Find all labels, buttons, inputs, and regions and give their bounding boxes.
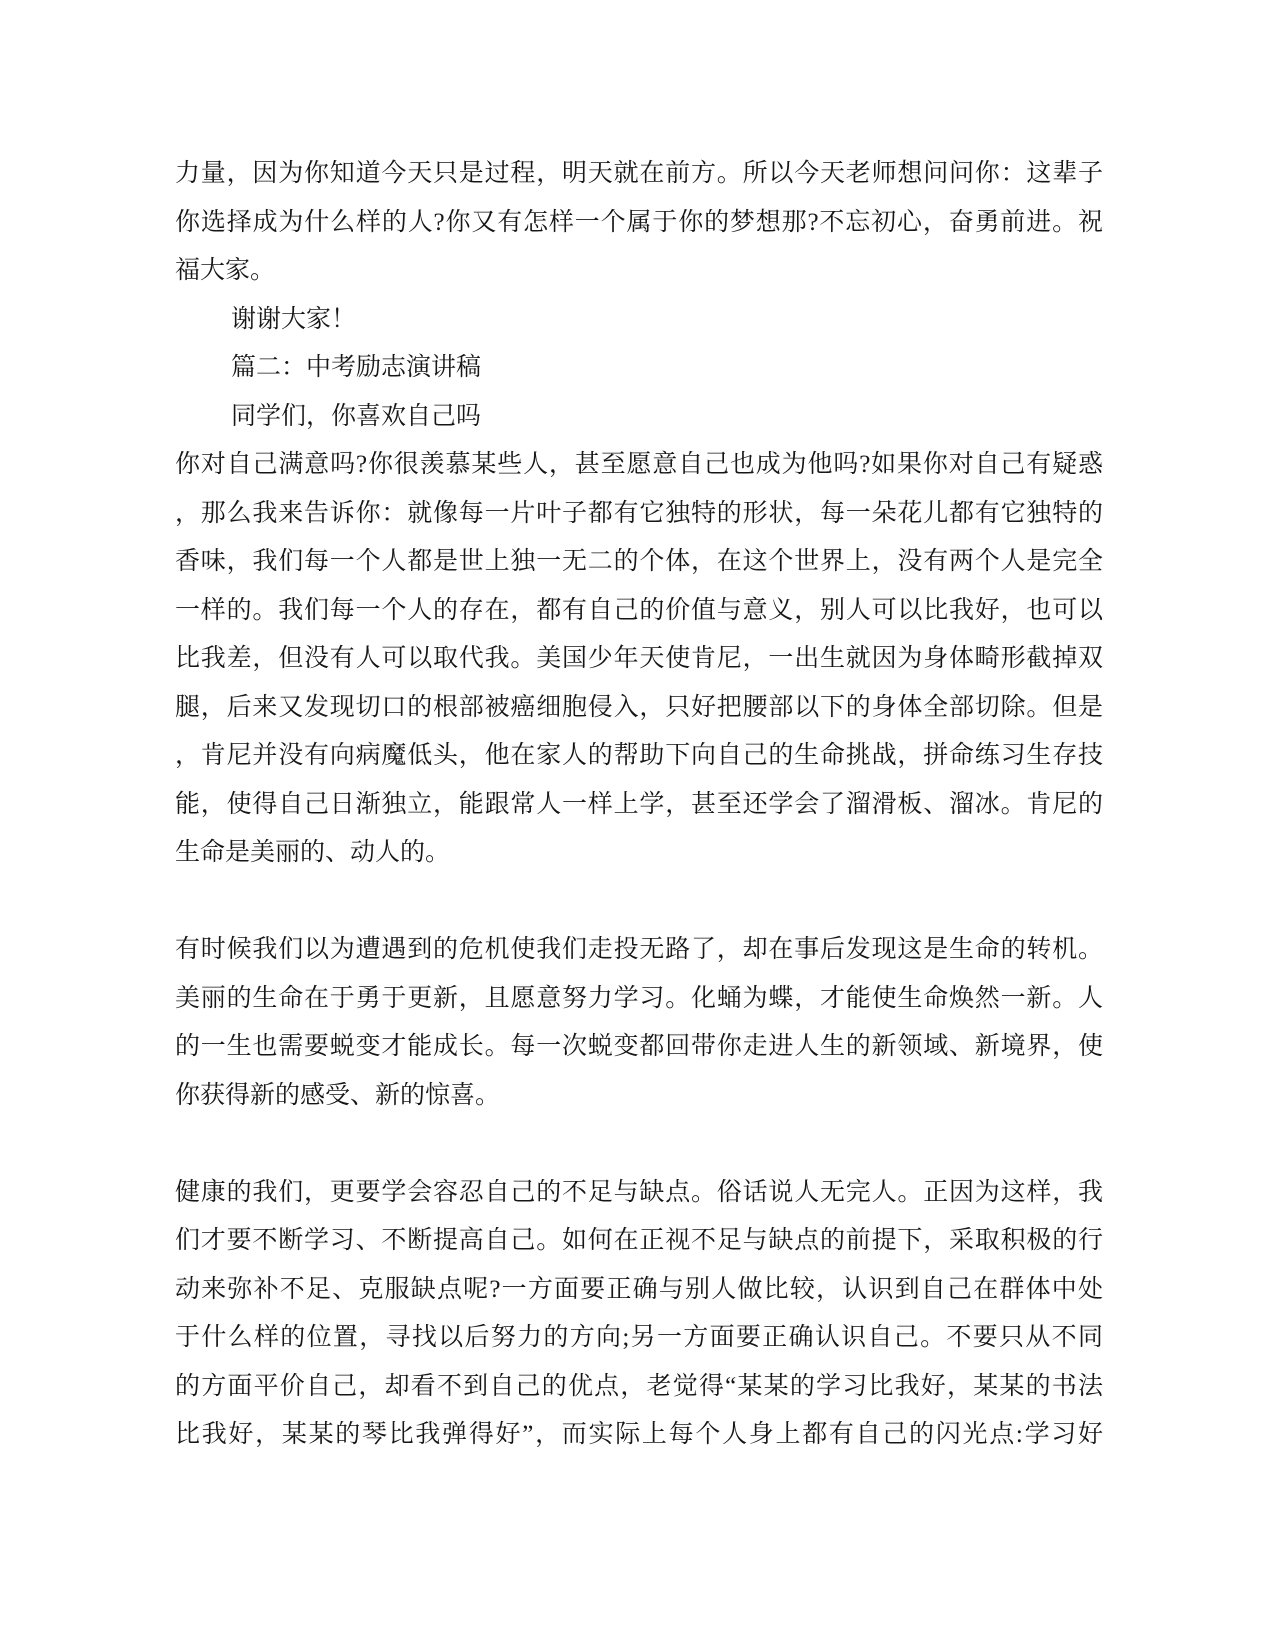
text-line: 福大家。 — [175, 257, 276, 284]
text-line: ，肯尼并没有向病魔低头，他在家人的帮助下向自己的生命挑战，拼命练习生存技 — [175, 742, 1103, 769]
text-line: 有时候我们以为遭遇到的危机使我们走投无路了，却在事后发现这是生命的转机。 — [175, 936, 1103, 963]
text-line: 生命是美丽的、动人的。 — [175, 839, 451, 866]
text-line: 同学们，你喜欢自己吗 — [231, 402, 482, 430]
text-line: 于什么样的位置，寻找以后努力的方向;另一方面要正确认识自己。不要只从不同 — [175, 1324, 1103, 1351]
text-line: 你对自己满意吗?你很羡慕某些人，甚至愿意自己也成为他吗?如果你对自己有疑惑 — [175, 451, 1103, 478]
text-line: 的方面平价自己，却看不到自己的优点，老觉得“某某的学习比我好，某某的书法 — [175, 1372, 1103, 1400]
text-line: 力量，因为你知道今天只是过程，明天就在前方。所以今天老师想问问你：这辈子 — [175, 160, 1103, 187]
text-line: 你获得新的感受、新的惊喜。 — [175, 1081, 501, 1109]
blank-line — [175, 1120, 1103, 1169]
text-line: 一样的。我们每一个人的存在，都有自己的价值与意义，别人可以比我好，也可以 — [175, 596, 1103, 624]
text-line: 健康的我们，更要学会容忍自己的不足与缺点。俗话说人无完人。正因为这样，我 — [175, 1178, 1103, 1206]
text-line: 谢谢大家！ — [231, 305, 357, 333]
text-line: 美丽的生命在于勇于更新，且愿意努力学习。化蛹为蝶，才能使生命焕然一新。人 — [175, 984, 1103, 1012]
text-line: 篇二：中考励志演讲稿 — [231, 354, 482, 381]
text-line: 能，使得自己日渐独立，能跟常人一样上学，甚至还学会了溜滑板、溜冰。肯尼的 — [175, 790, 1103, 818]
text-line: 的一生也需要蜕变才能成长。每一次蜕变都回带你走进人生的新领域、新境界，使 — [175, 1033, 1103, 1060]
text-line: 动来弥补不足、克服缺点呢?一方面要正确与别人做比较，认识到自己在群体中处 — [175, 1275, 1103, 1303]
document-body — [175, 150, 1103, 1460]
text-line: 你选择成为什么样的人?你又有怎样一个属于你的梦想那?不忘初心，奋勇前进。祝 — [175, 208, 1103, 236]
text-line: ，那么我来告诉你：就像每一片叶子都有它独特的形状，每一朵花儿都有它独特的 — [175, 499, 1103, 527]
text-line: 香味，我们每一个人都是世上独一无二的个体，在这个世界上，没有两个人是完全 — [175, 548, 1103, 575]
text-line: 腿，后来又发现切口的根部被癌细胞侵入，只好把腰部以下的身体全部切除。但是 — [175, 693, 1103, 721]
text-line: 们才要不断学习、不断提高自己。如何在正视不足与缺点的前提下，采取积极的行 — [175, 1227, 1103, 1254]
text-line: 比我差，但没有人可以取代我。美国少年天使肯尼，一出生就因为身体畸形截掉双 — [175, 645, 1103, 672]
text-line: 比我好，某某的琴比我弹得好”，而实际上每个人身上都有自己的闪光点:学习好 — [175, 1421, 1103, 1448]
blank-line — [175, 878, 1103, 927]
